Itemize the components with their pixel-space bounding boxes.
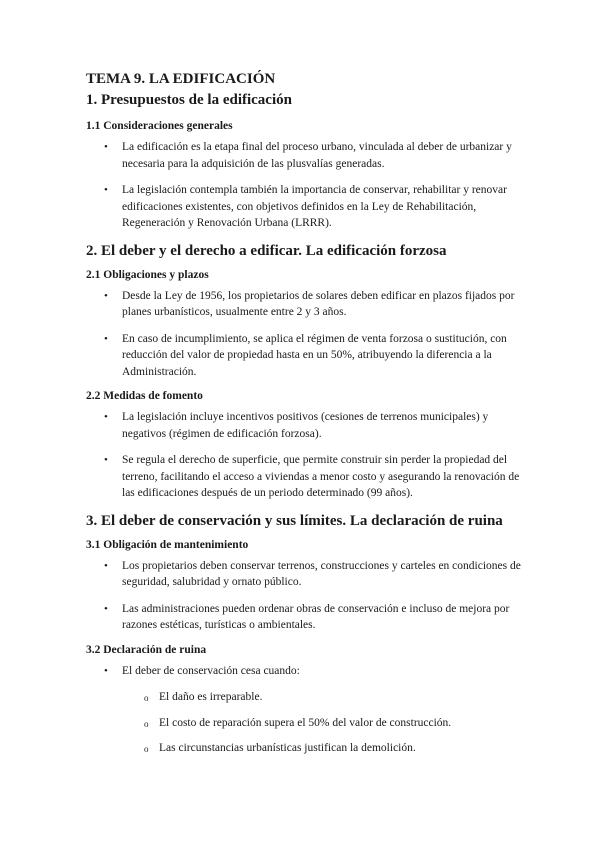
section-1-heading: 1. Presupuestos de la edificación (86, 92, 292, 108)
section-3-2-sublist (86, 689, 526, 757)
section-3-heading: 3. El deber de conservación y sus límites. La declaración de ruina (86, 512, 503, 529)
list-item: • La legislación incluye incentivos positivos (cesiones de terrenos municipales) y negativos (régimen de edificación forzosa). (86, 409, 526, 442)
sub-list-item: o El daño es irreparable. (86, 689, 526, 706)
sub-list-item: o Las circunstancias urbanísticas justifican la demolición. (86, 740, 526, 757)
list-item: • Desde la Ley de 1956, los propietarios de solares deben edificar en plazos fijados por planes urbanísticos, usualmente entre 2 y 3 años. (86, 288, 526, 321)
section-3-1-heading: 3.1 Obligación de mantenimiento (86, 538, 249, 551)
section-3-2-list (86, 663, 526, 680)
list-item: • Se regula el derecho de superficie, que permite construir sin perder la propiedad del terreno, facilitando el acceso a viviendas a menor costo y asegurando la renovación de las edificaciones después de un periodo determinado (99 años). (86, 452, 526, 502)
list-item: • La legislación contempla también la importancia de conservar, rehabilitar y renovar edificaciones existentes, con objetivos definidos en la Ley de Rehabilitación, Regeneración y Renovación Urbana (LRRR). (86, 182, 526, 232)
section-1-1-list (86, 139, 526, 232)
list-item: • La edificación es la etapa final del proceso urbano, vinculada al deber de urbanizar y necesaria para la adquisición de las plusvalías generadas. (86, 139, 526, 172)
list-item: • El deber de conservación cesa cuando: (86, 663, 526, 680)
section-2-1-list (86, 288, 526, 381)
list-item: • En caso de incumplimiento, se aplica el régimen de venta forzosa o sustitución, con reducción del valor de propiedad hasta en un 50%, atribuyendo la diferencia a la Administración. (86, 331, 526, 381)
list-item: • Los propietarios deben conservar terrenos, construcciones y carteles en condiciones de seguridad, salubridad y ornato público. (86, 558, 526, 591)
document-title: TEMA 9. LA EDIFICACIÓN (86, 71, 276, 87)
section-2-heading: 2. El deber y el derecho a edificar. La edificación forzosa (86, 242, 447, 259)
sub-list-item: o El costo de reparación supera el 50% del valor de construcción. (86, 715, 526, 732)
section-2-2-list (86, 409, 526, 502)
section-3-2-heading: 3.2 Declaración de ruina (86, 643, 207, 656)
section-3-1-list (86, 558, 526, 634)
section-2-2-heading: 2.2 Medidas de fomento (86, 390, 203, 402)
list-item: • Las administraciones pueden ordenar obras de conservación e incluso de mejora por razones estéticas, turísticas o ambientales. (86, 601, 526, 634)
section-2-1-heading: 2.1 Obligaciones y plazos (86, 268, 209, 281)
section-1-1-heading: 1.1 Consideraciones generales (86, 120, 233, 132)
document-page (86, 70, 526, 766)
